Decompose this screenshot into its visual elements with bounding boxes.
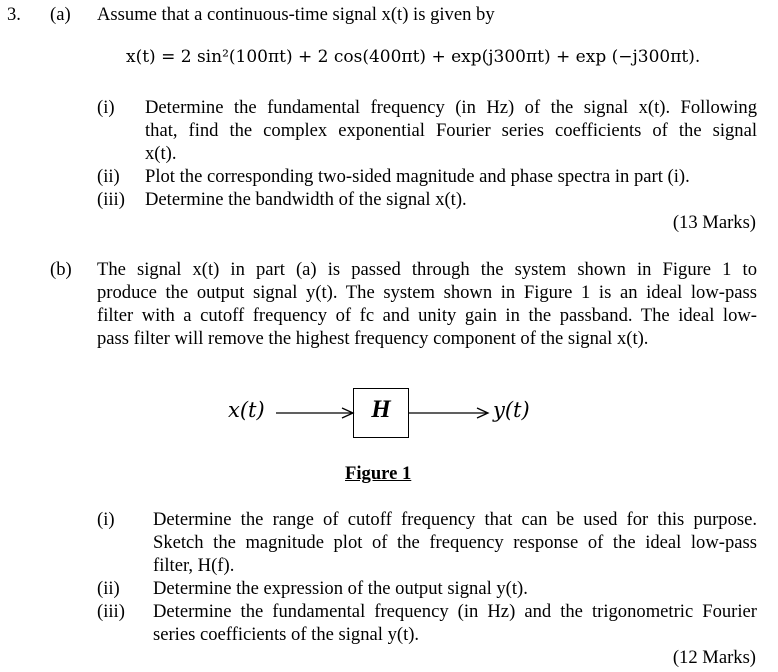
part-a-intro: Assume that a continuous-time signal x(t) is given by: [97, 4, 495, 25]
part-b-label: (b): [50, 259, 72, 280]
part-a-item-iii-text: Determine the bandwidth of the signal x(t).: [145, 189, 467, 210]
question-number: 3.: [7, 4, 21, 25]
part-b-item-iii-line-1: Determine the fundamental frequency (in Hz) and the trigonometric Fourier: [153, 601, 757, 622]
figure-output-label: y(t): [493, 398, 530, 422]
part-a-item-i-line-2: that, find the complex exponential Fourier series coefficients of the signal: [145, 120, 757, 141]
part-b-item-i-label: (i): [97, 509, 115, 530]
part-b-line-3: filter with a cutoff frequency of fc and unity gain in the passband. The ideal low-: [97, 305, 757, 326]
part-a-item-ii-label: (ii): [97, 166, 120, 187]
part-b-line-1: The signal x(t) in part (a) is passed through the system shown in Figure 1 to: [97, 259, 757, 280]
part-b-marks: (12 Marks): [672, 647, 756, 668]
part-b-line-4: pass filter will remove the highest frequency component of the signal x(t).: [97, 328, 649, 349]
figure-caption: Figure 1: [345, 463, 412, 484]
part-b-line-2: produce the output signal y(t). The system shown in Figure 1 is an ideal low-pass: [97, 282, 757, 303]
figure-output-arrow: [409, 405, 491, 421]
part-b-item-ii-label: (ii): [97, 578, 120, 599]
part-b-item-i-line-3: filter, H(f).: [153, 555, 235, 576]
signal-equation: x(t) = 2 sin²(100πt) + 2 cos(400πt) + exp(j300πt) + exp (−j300πt).: [126, 47, 701, 67]
part-a-label: (a): [50, 4, 71, 25]
part-a-item-iii-label: (iii): [97, 189, 125, 210]
part-b-item-i-line-1: Determine the range of cutoff frequency that can be used for this purpose.: [153, 509, 757, 530]
figure-input-arrow: [276, 405, 356, 421]
part-a-marks: (13 Marks): [672, 212, 756, 233]
part-a-item-i-label: (i): [97, 97, 115, 118]
part-a-item-i-line-3: x(t).: [145, 143, 177, 164]
part-b-item-ii-text: Determine the expression of the output signal y(t).: [153, 578, 528, 599]
figure-input-label: x(t): [228, 398, 265, 422]
part-b-text: [97, 258, 757, 350]
part-b-item-iii-line-2: series coefficients of the signal y(t).: [153, 624, 420, 645]
part-b-item-iii-text: [153, 600, 757, 646]
part-a-item-i-text: [145, 96, 757, 165]
part-b-item-iii-label: (iii): [97, 601, 125, 622]
filter-block-label: H: [371, 396, 391, 423]
part-a-item-i-line-1: Determine the fundamental frequency (in Hz) of the signal x(t). Following: [145, 97, 757, 118]
part-b-item-i-text: [153, 508, 757, 577]
part-a-item-ii-text: Plot the corresponding two-sided magnitude and phase spectra in part (i).: [145, 166, 690, 187]
part-b-item-i-line-2: Sketch the magnitude plot of the frequency response of the ideal low-pass: [153, 532, 757, 553]
